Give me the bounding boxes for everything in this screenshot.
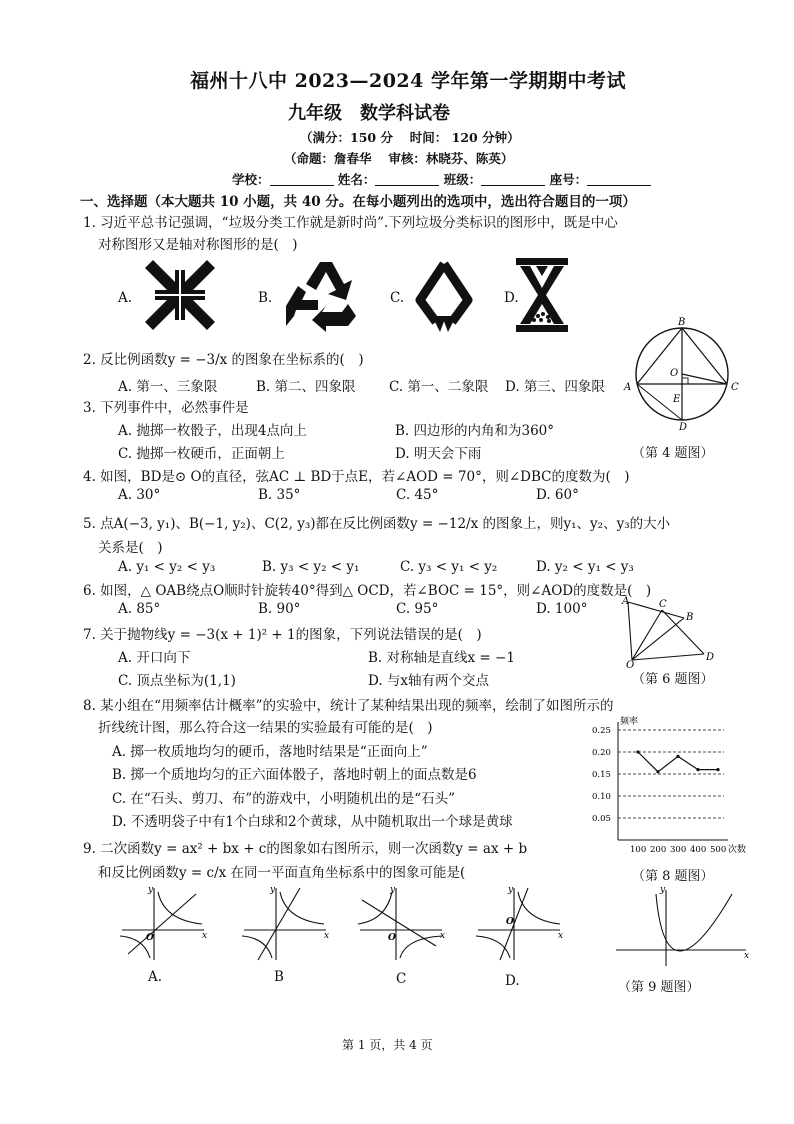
name-blank[interactable]	[375, 173, 439, 186]
q2-option-a[interactable]: A. 第一、三象限	[118, 379, 218, 395]
q9-parabola-figure	[612, 885, 752, 968]
q1-label-c: C.	[390, 290, 405, 306]
q6-option-a[interactable]: A. 85°	[118, 601, 161, 617]
q4-option-d[interactable]: D. 60°	[536, 487, 579, 503]
q9-label-a: A.	[148, 969, 163, 985]
q9b-axis-x: x	[324, 931, 330, 941]
chart-data-point	[696, 768, 699, 771]
chart-xtick-label: 100	[630, 845, 647, 855]
q9c-axis-y: y	[390, 885, 396, 895]
q4-point-o: O	[670, 368, 679, 379]
chart-ytick-label: 0.10	[592, 792, 611, 802]
section1-heading: 一、选择题（本大题共 10 小题，共 40 分。在每小题列出的选项中，选出符合题目的一项）	[80, 194, 636, 210]
q6-stem: 6. 如图，△ OAB绕点O顺时针旋转40°得到△ OCD，若∠BOC = 15°，则∠AOD的度数是( )	[83, 583, 652, 599]
q8-option-c[interactable]: C. 在“石头、剪刀、布”的游戏中，小明随机出的是“石头”	[112, 791, 456, 807]
q9ref-axis-x: x	[744, 951, 750, 961]
q8-line2: 折线统计图，那么符合这一结果的实验最有可能的是( )	[98, 720, 433, 736]
q4-point-c: C	[731, 382, 739, 393]
q2-stem: 2. 反比例函数y = −3/x 的图象在坐标系的( )	[83, 352, 364, 368]
authors: （命题：詹春华 审核：林晓芬、陈英）	[284, 151, 514, 166]
q4-circle-figure	[624, 317, 744, 433]
q4-point-e: E	[673, 394, 681, 405]
chart-data-point	[636, 750, 639, 753]
chart-ytick-label: 0.25	[592, 726, 611, 736]
q9c-axis-x: x	[440, 931, 446, 941]
q9a-origin: O	[146, 933, 154, 943]
q2-option-d[interactable]: D. 第三、四象限	[505, 379, 605, 395]
q9-graph-b	[240, 884, 330, 964]
q1-label-b: B.	[258, 290, 273, 306]
q8-option-a[interactable]: A. 掷一枚质地均匀的硬币，落地时结果是“正面向上”	[112, 744, 428, 760]
q9-graph-c	[356, 884, 446, 964]
q1-line2: 对称图形又是轴对称图形的是( )	[98, 237, 298, 253]
q1-label-a: A.	[118, 290, 133, 306]
q7-option-b[interactable]: B. 对称轴是直线x = −1	[368, 650, 515, 666]
q1-label-d: D.	[504, 290, 519, 306]
chart-xtick-label: 500	[710, 845, 727, 855]
q5-option-a[interactable]: A. y₁ < y₂ < y₃	[118, 559, 216, 575]
hourglass-icon	[516, 258, 568, 332]
q4-point-d: D	[679, 422, 688, 433]
q6-rotation-figure	[622, 596, 722, 671]
student-fields	[232, 170, 651, 188]
q9-caption: （第 9 题图）	[618, 980, 700, 995]
q3-option-a[interactable]: A. 抛掷一枚骰子，出现4点向上	[118, 423, 307, 439]
q5-option-d[interactable]: D. y₂ < y₁ < y₃	[536, 559, 634, 575]
q9-label-b: B	[274, 969, 284, 985]
q9d-axis-y: y	[508, 885, 514, 895]
q9-label-d: D.	[505, 973, 520, 989]
q3-stem: 3. 下列事件中，必然事件是	[83, 400, 249, 416]
q7-option-c[interactable]: C. 顶点坐标为(1,1)	[118, 673, 236, 689]
class-blank[interactable]	[481, 173, 545, 186]
frequency-line-chart	[588, 716, 748, 856]
q9-line1: 9. 二次函数y = ax² + bx + c的图象如右图所示，则一次函数y = ax + b	[83, 841, 528, 857]
chart-xtick-label: 300	[670, 845, 687, 855]
chart-xtick-label: 400	[690, 845, 707, 855]
q6-option-c[interactable]: C. 95°	[396, 601, 439, 617]
q3-option-d[interactable]: D. 明天会下雨	[395, 446, 482, 462]
school-blank[interactable]	[270, 173, 334, 186]
chart-ylabel: 频率	[620, 717, 639, 727]
q2-option-c[interactable]: C. 第一、二象限	[389, 379, 489, 395]
q6-point-a: A	[622, 596, 630, 607]
page-number: 第 1 页，共 4 页	[342, 1038, 433, 1052]
q4-option-c[interactable]: C. 45°	[396, 487, 439, 503]
chart-ytick-label: 0.05	[592, 814, 611, 824]
exam-subtitle: 九年级 数学科试卷	[288, 103, 450, 124]
q6-point-c: C	[659, 599, 667, 610]
q6-caption: （第 6 题图）	[632, 672, 714, 687]
q5-line2: 关系是( )	[98, 540, 163, 556]
q9-label-c: C	[396, 971, 407, 987]
chart-ytick-label: 0.15	[592, 770, 611, 780]
q6-point-d: D	[706, 652, 715, 663]
arrows-icon	[145, 260, 215, 330]
q8-option-b[interactable]: B. 掷一个质地均匀的正六面体骰子，落地时朝上的面点数是6	[112, 767, 477, 783]
q9c-origin: O	[388, 933, 396, 943]
q2-option-b[interactable]: B. 第二、四象限	[256, 379, 356, 395]
q4-stem: 4. 如图，BD是⊙ O的直径，弦AC ⊥ BD于点E，若∠AOD = 70°，则∠DBC的度数为( )	[83, 469, 630, 485]
q7-option-d[interactable]: D. 与x轴有两个交点	[368, 673, 490, 689]
q6-option-b[interactable]: B. 90°	[258, 601, 301, 617]
q9-line2: 和反比例函数y = c/x 在同一平面直角坐标系中的图象可能是(	[98, 865, 466, 881]
q4-caption: （第 4 题图）	[632, 446, 714, 461]
q8-caption: （第 8 题图）	[632, 869, 714, 884]
score-time: （满分：150 分 时间： 120 分钟）	[300, 130, 520, 145]
class-label: 班级：	[443, 172, 482, 187]
q9d-origin: O	[506, 917, 514, 927]
q9-graph-d	[474, 884, 564, 964]
q9d-axis-x: x	[558, 931, 564, 941]
chart-xlabel: 次数	[728, 845, 747, 855]
q1-line1: 1. 习近平总书记强调，“垃圾分类工作就是新时尚”.下列垃圾分类标识的图形中，既是中心	[83, 215, 618, 231]
q6-point-b: B	[686, 612, 694, 623]
school-label: 学校：	[232, 172, 270, 187]
exam-title: 福州十八中 2023—2024 学年第一学期期中考试	[190, 70, 626, 92]
q4-option-a[interactable]: A. 30°	[118, 487, 161, 503]
q3-option-b[interactable]: B. 四边形的内角和为360°	[395, 423, 555, 439]
q8-line1: 8. 某小组在“用频率估计概率”的实验中，统计了某种结果出现的频率，绘制了如图所示的	[83, 698, 614, 714]
q3-option-c[interactable]: C. 抛掷一枚硬币，正面朝上	[118, 446, 285, 462]
q4-option-b[interactable]: B. 35°	[258, 487, 301, 503]
q9-graph-a	[118, 884, 208, 964]
q6-option-d[interactable]: D. 100°	[536, 601, 588, 617]
q9a-axis-y: y	[148, 885, 154, 895]
q4-point-a: A	[624, 382, 632, 393]
chart-ytick-label: 0.20	[592, 748, 611, 758]
q5-option-c[interactable]: C. y₃ < y₁ < y₂	[400, 559, 498, 575]
q9ref-axis-y: y	[660, 885, 666, 895]
q9b-axis-y: y	[270, 885, 276, 895]
q5-line1: 5. 点A(−3, y₁)、B(−1, y₂)、C(2, y₃)都在反比例函数y = −12/x 的图象上，则y₁、y₂、y₃的大小	[83, 516, 671, 532]
recycle-icon	[282, 260, 358, 328]
chart-data-point	[656, 770, 659, 773]
q6-point-o: O	[626, 660, 635, 671]
q4-point-b: B	[678, 317, 686, 328]
q9a-axis-x: x	[202, 931, 208, 941]
chart-xtick-label: 200	[650, 845, 667, 855]
chart-data-point	[716, 768, 719, 771]
q7-option-a[interactable]: A. 开口向下	[118, 650, 191, 666]
seat-blank[interactable]	[587, 173, 651, 186]
chart-data-point	[676, 755, 679, 758]
seat-label: 座号：	[549, 172, 588, 187]
q8-option-d[interactable]: D. 不透明袋子中有1个白球和2个黄球，从中随机取出一个球是黄球	[112, 814, 513, 830]
q7-stem: 7. 关于抛物线y = −3(x + 1)² + 1的图象，下列说法错误的是( )	[83, 627, 482, 643]
q5-option-b[interactable]: B. y₃ < y₂ < y₁	[262, 559, 360, 575]
loop-arrow-icon	[412, 258, 476, 332]
name-label: 姓名：	[337, 172, 376, 187]
